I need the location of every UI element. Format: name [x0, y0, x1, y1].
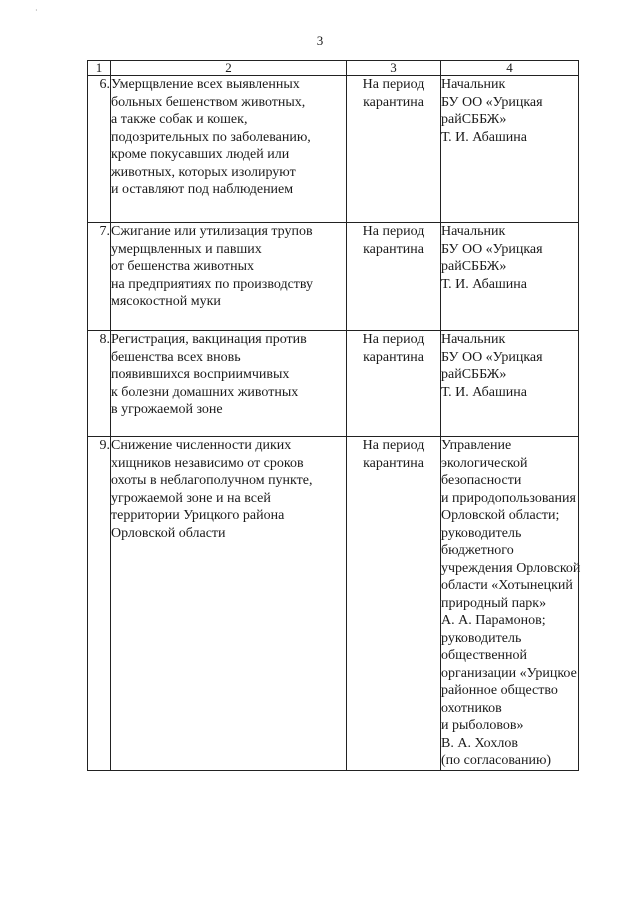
column-header-4: 4	[441, 61, 579, 76]
responsible-line: экологической	[441, 455, 528, 471]
responsible-line: руководитель	[441, 525, 522, 541]
term-line: карантина	[363, 94, 424, 110]
table-row	[88, 76, 579, 223]
table-header-row	[88, 61, 579, 76]
measures-table	[87, 60, 579, 771]
responsible-line: Т. И. Абашина	[441, 276, 527, 292]
term-line: На период	[362, 224, 425, 239]
responsible-line: А. А. Парамонов;	[441, 613, 546, 628]
responsible-line: Начальник	[441, 77, 506, 92]
responsible-line: учреждения Орловской	[441, 560, 581, 576]
action-cell	[111, 331, 347, 437]
action-cell	[111, 437, 347, 771]
responsible-line: бюджетного	[441, 543, 514, 558]
action-cell	[111, 76, 347, 223]
action-line: подозрительных по заболеванию,	[111, 129, 311, 145]
action-line: хищников независимо от сроков	[111, 455, 304, 471]
responsible-line: Т. И. Абашина	[441, 384, 527, 400]
responsible-line: Начальник	[441, 224, 506, 239]
term-line: На период	[362, 438, 425, 453]
term-line: карантина	[363, 455, 424, 471]
term-cell	[347, 223, 441, 331]
responsible-line: БУ ОО «Урицкая	[441, 241, 543, 257]
table-row	[88, 331, 579, 437]
table-row	[88, 223, 579, 331]
responsible-line: общественной	[441, 648, 528, 663]
action-line: и оставляют под наблюдением	[111, 182, 294, 197]
term-line: карантина	[363, 241, 424, 257]
table-row	[88, 437, 579, 771]
action-line: от бешенства животных	[111, 259, 255, 274]
responsible-cell	[441, 76, 579, 223]
responsible-line: райСББЖ»	[441, 112, 507, 127]
responsible-line: районное общество	[441, 683, 558, 698]
responsible-line: природный парк»	[441, 595, 547, 611]
term-cell	[347, 437, 441, 771]
responsible-line: райСББЖ»	[441, 367, 507, 382]
responsible-line: Т. И. Абашина	[441, 129, 527, 145]
responsible-line: охотников	[441, 700, 502, 716]
responsible-line: Орловской области;	[441, 508, 560, 523]
row-number: 6.	[88, 76, 111, 223]
responsible-line: руководитель	[441, 630, 522, 646]
responsible-cell	[441, 223, 579, 331]
action-line: кроме покусавших людей или	[111, 147, 290, 162]
action-line: к болезни домашних животных	[111, 384, 299, 400]
action-line: Снижение численности диких	[111, 438, 292, 453]
responsible-line: организации «Урицкое	[441, 665, 577, 681]
action-line: Умерщвление всех выявленных	[111, 77, 300, 92]
row-number: 8.	[88, 331, 111, 437]
responsible-line: В. А. Хохлов	[441, 735, 518, 751]
action-cell	[111, 223, 347, 331]
action-line: умерщвленных и павших	[111, 241, 262, 257]
term-cell	[347, 331, 441, 437]
action-line: территории Урицкого района	[111, 508, 285, 523]
responsible-line: БУ ОО «Урицкая	[441, 94, 543, 110]
scan-mark: ·	[35, 6, 38, 15]
column-header-1: 1	[88, 61, 111, 76]
action-line: Сжигание или утилизация трупов	[111, 224, 313, 239]
term-line: На период	[362, 77, 425, 92]
action-line: а также собак и кошек,	[111, 112, 248, 127]
page-number: 3	[316, 33, 324, 48]
action-line: охоты в неблагополучном пункте,	[111, 473, 313, 488]
row-number: 7.	[88, 223, 111, 331]
action-line: Орловской области	[111, 525, 226, 541]
responsible-line: (по согласованию)	[441, 753, 552, 768]
responsible-cell	[441, 331, 579, 437]
column-header-3: 3	[347, 61, 441, 76]
responsible-line: Начальник	[441, 332, 506, 347]
responsible-line: БУ ОО «Урицкая	[441, 349, 543, 365]
column-header-2: 2	[111, 61, 347, 76]
responsible-line: и природопользования	[441, 490, 576, 506]
action-line: в угрожаемой зоне	[111, 402, 223, 417]
action-line: угрожаемой зоне и на всей	[111, 490, 271, 506]
responsible-cell	[441, 437, 579, 771]
responsible-line: безопасности	[441, 473, 522, 488]
row-number: 9.	[88, 437, 111, 771]
action-line: мясокостной муки	[111, 294, 221, 309]
term-cell	[347, 76, 441, 223]
term-line: На период	[362, 332, 425, 347]
action-line: Регистрация, вакцинация против	[111, 332, 307, 347]
action-line: животных, которых изолируют	[111, 164, 296, 180]
responsible-line: Управление	[441, 438, 512, 453]
term-line: карантина	[363, 349, 424, 365]
responsible-line: и рыболовов»	[441, 718, 524, 733]
action-line: появившихся восприимчивых	[111, 367, 290, 382]
action-line: на предприятиях по производству	[111, 276, 314, 292]
responsible-line: райСББЖ»	[441, 259, 507, 274]
action-line: больных бешенством животных,	[111, 94, 306, 110]
responsible-line: области «Хотынецкий	[441, 578, 573, 593]
action-line: бешенства всех вновь	[111, 349, 241, 365]
